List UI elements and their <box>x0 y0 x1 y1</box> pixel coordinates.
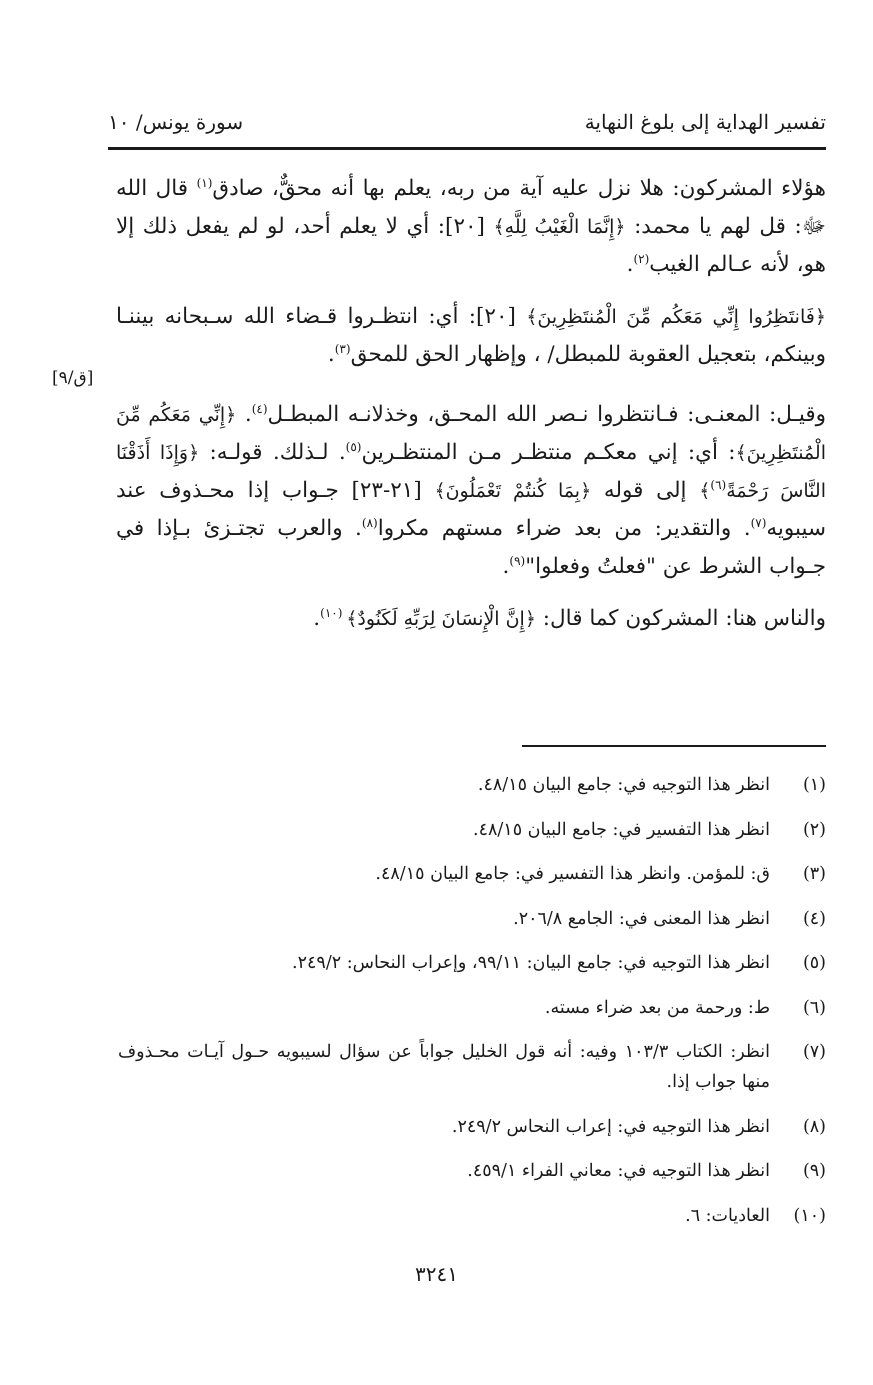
footnote-item <box>118 904 826 934</box>
running-header <box>108 106 826 146</box>
text-run: . لـذلك. قولـه: <box>199 440 346 465</box>
text-run: : أي: إني معكـم منتظـر مـن المنتظـرين <box>361 440 736 465</box>
footnote-ref[interactable]: (٧) <box>750 515 767 530</box>
surah-reference: سورة يونس/ ١٠ <box>108 110 244 134</box>
footnote-text: ق: للمؤمن. وانظر هذا التفسير في: جامع البيان ٤٨/١٥. <box>375 864 770 884</box>
text-run: . <box>236 402 252 427</box>
text-run: قال الله ﷻ: قل لهم يا محمد: <box>116 176 826 239</box>
text-run: إلى قوله <box>591 478 700 503</box>
footnote-text: انظر هذا التوجيه في: معاني الفراء ٤٥٩/١. <box>467 1161 770 1181</box>
footnote-ref[interactable]: (٣) <box>334 341 351 356</box>
footnote-text: انظر هذا المعنى في: الجامع ٢٠٦/٨. <box>513 908 770 929</box>
paragraph-4 <box>116 600 826 638</box>
manuscript-folio-marker: [ق/٩] <box>52 368 94 388</box>
quran-verse: ﴿بِمَا كُنتُمْ تَعْمَلُونَ﴾ <box>434 480 592 502</box>
footnote-item <box>118 993 826 1023</box>
footnote-number: (٤) <box>802 908 826 929</box>
quran-verse: ﴿إِنِّي مَعَكُم مِّنَ الْمُنتَظِرِينَ﴾ <box>116 404 826 464</box>
footnote-number: (١٠) <box>793 1205 826 1226</box>
footnote-number: (١) <box>802 775 826 795</box>
footnote-text: انظر هذا التفسير في: جامع البيان ٤٨/١٥. <box>473 819 770 840</box>
text-run: وقيـل: المعنـى: فـانتظروا نـصر الله المحـق، وخذلانـه المبطـل <box>267 402 826 427</box>
footnote-ref[interactable]: (١٠) <box>320 605 347 620</box>
footnote-text: ط: ورحمة من بعد ضراء مسته. <box>544 997 770 1018</box>
footnote-number: (٣) <box>802 864 826 884</box>
footnote-text: العاديات: ٦. <box>685 1205 770 1226</box>
footnote-ref[interactable]: (٩) <box>509 553 526 568</box>
footnote-number: (٩) <box>802 1161 826 1181</box>
footnote-number: (٥) <box>802 953 826 973</box>
footnote-item <box>118 770 826 800</box>
quran-verse: ﴿إِنَّ الْإِنسَانَ لِرَبِّهِ لَكَنُودٌ﴾ <box>346 608 536 630</box>
text-run: والناس هنا: المشركون كما قال: <box>535 606 826 631</box>
footnote-text: انظر هذا التوجيه في: إعراب النحاس ٢٤٩/٢. <box>451 1116 770 1137</box>
footnote-number: (٨) <box>802 1116 826 1137</box>
paragraph-1 <box>116 170 826 284</box>
footnote-item <box>118 1112 826 1142</box>
text-run: . <box>502 554 510 579</box>
footnotes-list <box>118 770 826 1245</box>
footnote-item <box>118 1201 826 1231</box>
text-run: [٢٠]: أي لا يعلم أحد، لو لم يفعل ذلك إلا هو، لأنه عـالم الغيب <box>116 214 826 277</box>
quran-verse: ﴿فَانتَظِرُوا إِنِّي مَعَكُم مِّنَ الْمُنتَظِرِينَ﴾ <box>526 306 826 328</box>
book-title: تفسير الهداية إلى بلوغ النهاية <box>584 110 826 134</box>
footnote-text: انظر هذا التوجيه في: جامع البيان: ٩٩/١١، وإعراب النحاس: ٢٤٩/٢. <box>292 953 770 973</box>
page-number: ٣٢٤١ <box>415 1262 458 1286</box>
footnote-ref[interactable]: (٨) <box>361 515 378 530</box>
text-run: [٢٠]: أي: انتظـروا قـضاء الله سـبحانه بيننـا وبينكم، بتعجيل العقوبة للمبطل/ ، وإظهار الحق للمحق <box>116 304 826 367</box>
footnote-ref[interactable]: (٢) <box>633 251 650 266</box>
text-run: . والتقدير: من بعد ضراء مستهم مكروا <box>377 516 751 541</box>
footnote-item <box>118 815 826 845</box>
footnote-item <box>118 948 826 978</box>
main-text <box>116 170 826 652</box>
paragraph-3 <box>116 396 826 586</box>
footnote-text: انظر: الكتاب ١٠٣/٣ وفيه: أنه قول الخليل جواباً عن سؤال لسيبويه حـول آيـات محـذوف منها جواب إذا. <box>118 1042 770 1092</box>
footnote-ref[interactable]: (٤) <box>251 401 268 416</box>
footnote-item <box>118 1037 826 1097</box>
text-run: . <box>313 606 321 631</box>
text-run: هؤلاء المشركون: هلا نزل عليه آية من ربه، يعلم بها أنه محقٌّ، صادق <box>212 176 826 201</box>
quran-verse: ﴿وَإِذَا أَذَقْنَا النَّاسَ رَحْمَةً <box>116 442 826 502</box>
footnote-ref[interactable]: (٦) <box>710 477 727 492</box>
paragraph-2 <box>116 298 826 374</box>
footnote-number: (٧) <box>802 1042 826 1062</box>
footnote-text: انظر هذا التوجيه في: جامع البيان ٤٨/١٥. <box>477 775 770 795</box>
text-run: . <box>327 342 335 367</box>
text-run: . والعرب تجتـزئ بـإذا في جـواب الشرط عن "فعلتُ وفعلوا" <box>116 516 826 579</box>
footnote-number: (٢) <box>802 819 826 840</box>
quran-verse-close: ﴾ <box>699 480 711 502</box>
footnote-item <box>118 1156 826 1186</box>
footnote-ref[interactable]: (١) <box>196 175 213 190</box>
footnote-separator <box>522 745 826 747</box>
footnote-number: (٦) <box>802 997 826 1018</box>
text-run: . <box>626 252 634 277</box>
text-run: [٢١-٢٣] جـواب إذا محـذوف عند سيبويه <box>116 478 826 541</box>
footnote-item <box>118 859 826 889</box>
header-rule <box>108 147 826 150</box>
quran-verse: ﴿إِنَّمَا الْغَيْبُ لِلَّهِ﴾ <box>493 216 626 238</box>
footnote-ref[interactable]: (٥) <box>345 439 362 454</box>
